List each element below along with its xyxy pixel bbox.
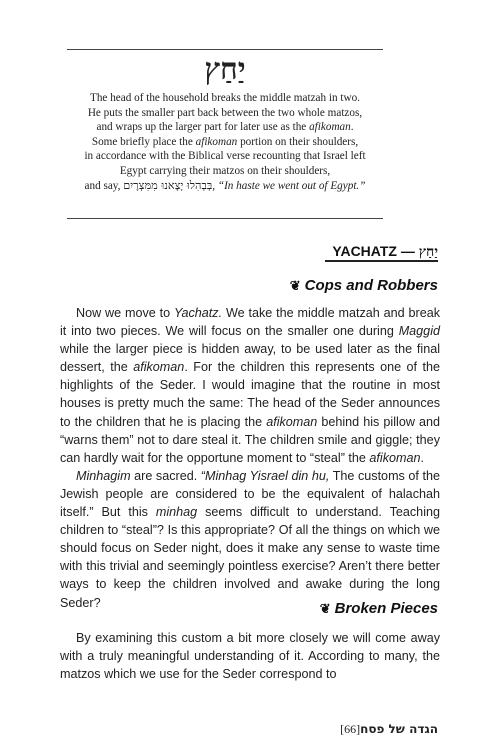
italic-run: afikoman: [369, 450, 421, 465]
italic-run: Minhagim: [76, 468, 131, 483]
instructions-text: portion on their shoulders,: [237, 135, 359, 148]
instructions-line: The head of the household breaks the middle matzah in two.: [90, 92, 360, 104]
italic-run: afikoman: [266, 414, 318, 429]
body-section-2: [60, 629, 440, 683]
subhead-text: Cops and Robbers: [304, 277, 438, 294]
italic-run: “Minhag Yisrael din hu,: [200, 468, 330, 483]
italic-run: Yachatz.: [174, 306, 223, 320]
text-run: behind his pillow and “warns them” not to dare steal it. The children smile and giggle; they can hardly wait for the opportune moment to “steal” the: [60, 414, 440, 465]
paragraph: By examining this custom a bit more closely we will come away with a truly meaningful understanding of it. According to many, the matzos which we use for the Seder correspond to: [60, 631, 440, 682]
section-header-hebrew: יַחַץ: [418, 244, 438, 260]
text-run: while the larger piece is hidden away, to be used later as the final dessert, the: [60, 342, 440, 375]
subhead-broken-pieces: [200, 600, 438, 617]
header-underline: [325, 260, 438, 262]
instructions-text: and say,: [84, 179, 124, 192]
page-number: [66]: [340, 722, 361, 736]
instructions-text: .: [350, 121, 354, 134]
italic-run: minhag: [155, 505, 198, 520]
footer-hebrew-title: הגדה של פסח: [360, 722, 438, 736]
paragraph: [60, 304, 440, 467]
instructions-line: Egypt carrying their matzos on their shoulders,: [119, 164, 331, 177]
body-section-1: [60, 304, 440, 612]
section-header-english: YACHATZ —: [332, 243, 419, 259]
subhead-cops-and-robbers: [200, 277, 438, 294]
instructions-text: Some briefly place the: [91, 135, 196, 148]
italic-run: afikoman: [133, 360, 185, 375]
fleuron-icon: ❦: [289, 278, 301, 293]
instructions-line: [67, 179, 383, 194]
page-title-hebrew: יַחַץ: [204, 52, 246, 87]
instructions-line: He puts the smaller part back between the two whole matzos,: [87, 106, 363, 119]
instructions-hebrew: בְּבְהִלוּ יָצָאנוּ מִמִּצְרָיִם: [123, 178, 213, 192]
mid-rule: [67, 218, 383, 219]
page-footer: [280, 722, 438, 737]
subhead-text: Broken Pieces: [334, 600, 438, 617]
instructions-line: in accordance with the Biblical verse recounting that Israel left: [84, 150, 366, 163]
instructions-italic: , “In haste we went out of Egypt.”: [212, 179, 366, 192]
instructions-line: [67, 120, 383, 135]
text-run: The customs of the Jewish people are considered to be the equivalent of halachah itself.” But this: [60, 468, 440, 520]
italic-run: Maggid: [398, 324, 440, 339]
text-run: .: [420, 450, 425, 465]
instructions-italic: afikoman: [195, 135, 238, 148]
text-run: We take the middle matzah and break it into two pieces. We will focus on the smaller one during: [60, 306, 440, 339]
instructions-line: [67, 135, 383, 150]
text-run: seems difficult to understand. Teaching children to “steal”? Is this appropriate? Of all the things on which we should focus on Seder night, does it make any sense to waste time with this trivial and seemingly pointless exercise? Aren’t there better ways to keep the children involved and awake during the long Seder?: [60, 505, 440, 610]
top-rule: [67, 49, 383, 50]
section-header: [200, 243, 438, 261]
text-run: are sacred.: [130, 468, 201, 483]
fleuron-icon: ❦: [319, 601, 331, 616]
instructions-text: and wraps up the larger part for later use as the: [96, 121, 310, 134]
text-run: Now we move to: [76, 306, 175, 320]
paragraph: [60, 467, 440, 612]
instructions-italic: afikoman: [309, 121, 351, 134]
instructions-block: [67, 91, 383, 193]
text-run: . For the children this represents one of the highlights of the Seder. I would imagine that the routine in most houses is pretty much the same: The head of the Seder announces to the children that he is placing the: [60, 360, 440, 429]
